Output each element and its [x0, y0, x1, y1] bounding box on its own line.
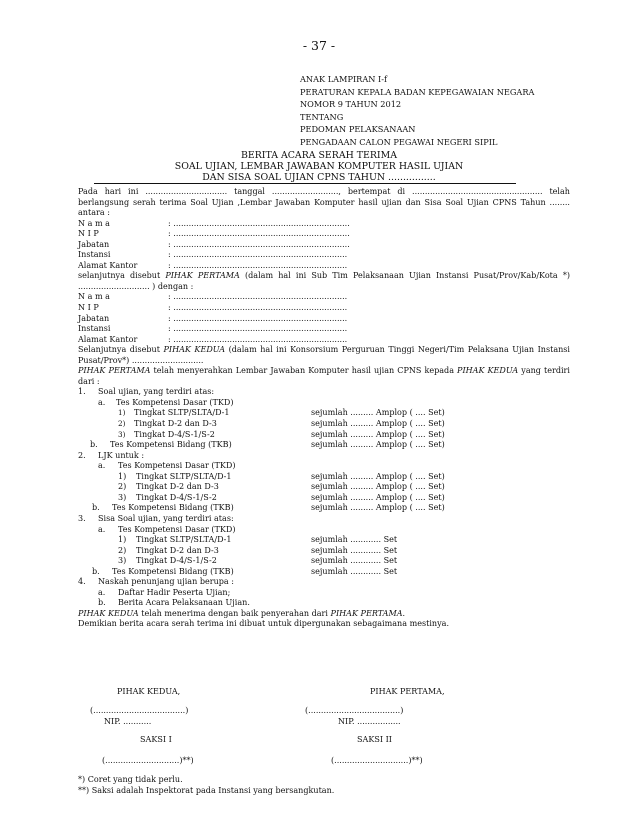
- item-quantity: sejumlah ......... Amplop ( .... Set): [311, 440, 445, 450]
- text-run: (dalam hal ini Sub Tim Pelaksanaan Ujian Instansi Pusat/Prov/Kab/Kota *): [239, 271, 570, 281]
- footnote: **) Saksi adalah Inspektorat pada Instansi yang bersangkutan.: [78, 786, 335, 795]
- item-number: b.: [92, 566, 100, 576]
- item-quantity: sejumlah ............ Set: [311, 535, 398, 545]
- annex-line: TENTANG: [300, 111, 344, 122]
- list-item: [78, 556, 570, 567]
- field-value: : ....................................................................: [168, 303, 348, 313]
- item-number: 1): [118, 471, 127, 481]
- list-item: [78, 451, 570, 462]
- item-text: Tingkat D-2 dan D-3: [136, 482, 219, 492]
- item-number: a.: [98, 524, 106, 534]
- item-number: 2): [118, 545, 127, 555]
- item-text: Tes Kompetensi Dasar (TKD): [118, 461, 236, 471]
- item-text: Daftar Hadir Peserta Ujian;: [118, 587, 231, 597]
- item-text: Naskah penunjang ujian berupa :: [98, 577, 234, 587]
- signatory-left-title: PIHAK KEDUA,: [117, 687, 181, 696]
- item-text: Tingkat D-2 dan D-3: [134, 419, 217, 429]
- item-number: 3): [118, 429, 126, 439]
- annex-line: PENGADAAN CALON PEGAWAI NEGERI SIPIL: [300, 136, 498, 147]
- item-quantity: sejumlah ............ Set: [311, 556, 398, 566]
- item-number: b.: [90, 440, 98, 450]
- signatory-right-nip: NIP. .................: [338, 717, 401, 726]
- text-run: .: [402, 608, 406, 618]
- witness-2-title: SAKSI II: [357, 735, 392, 744]
- list-item: [78, 440, 570, 451]
- field-label: Jabatan: [78, 239, 110, 249]
- witness-1-title: SAKSI I: [140, 735, 172, 744]
- item-text: Tingkat SLTP/SLTA/D-1: [136, 535, 232, 545]
- item-quantity: sejumlah ............ Set: [311, 545, 398, 555]
- title-divider: [94, 183, 516, 184]
- list-item: [78, 408, 570, 419]
- item-quantity: sejumlah ......... Amplop ( .... Set): [311, 503, 445, 513]
- list-item: [78, 398, 570, 409]
- party1-field: [78, 261, 570, 272]
- list-item: [78, 419, 570, 430]
- party2-field: [78, 324, 570, 335]
- item-text: Sisa Soal ujian, yang terdiri atas:: [98, 513, 234, 523]
- document-body: [78, 187, 570, 630]
- handover-statement-cont: dari :: [78, 376, 100, 386]
- signatory-left-name: (....................................): [90, 706, 189, 715]
- list-item: [78, 472, 570, 483]
- list-item: [78, 387, 570, 398]
- field-value: : ....................................................................: [168, 250, 348, 260]
- item-text: Berita Acara Pelaksanaan Ujian.: [118, 598, 250, 608]
- signatory-right-title: PIHAK PERTAMA,: [370, 687, 445, 696]
- list-item: [78, 588, 570, 599]
- signatory-right-name: (....................................): [305, 706, 404, 715]
- list-item: [78, 514, 570, 525]
- party-name: PIHAK KEDUA: [163, 345, 226, 355]
- item-number: 1): [118, 408, 126, 418]
- closing-statement-cont: Demikian berita acara serah terima ini dibuat untuk dipergunakan sebagaimana mestinya.: [78, 619, 450, 629]
- handover-statement: [78, 366, 570, 377]
- item-quantity: sejumlah ......... Amplop ( .... Set): [311, 419, 445, 429]
- party2-field: [78, 314, 570, 325]
- field-label: N a m a: [78, 292, 110, 302]
- party-name: PIHAK PERTAMA: [165, 271, 240, 281]
- item-quantity: sejumlah ......... Amplop ( .... Set): [311, 429, 445, 439]
- field-label: Jabatan: [78, 313, 110, 323]
- field-value: : ....................................................................: [168, 292, 348, 302]
- text-run: telah menyerahkan Lembar Jawaban Komputer hasil ujian CPNS kepada: [150, 366, 458, 376]
- intro-line: berlangsung serah terima Soal Ujian ,Lembar Jawaban Komputer hasil ujian dan Sisa Soal Ujian CPNS Tahun ........: [78, 197, 570, 207]
- item-number: b.: [92, 503, 100, 513]
- field-value: : ....................................................................: [168, 324, 348, 334]
- list-item: [78, 567, 570, 578]
- party1-field: [78, 229, 570, 240]
- field-value: : .....................................................................: [168, 218, 350, 228]
- party-name: PIHAK KEDUA: [78, 608, 139, 618]
- annex-header: [300, 73, 534, 149]
- list-item: [78, 461, 570, 472]
- item-text: Tingkat D-4/S-1/S-2: [136, 492, 217, 502]
- item-text: Soal ujian, yang terdiri atas:: [98, 387, 215, 397]
- item-text: Tes Kompetensi Dasar (TKD): [116, 397, 234, 407]
- list-item: [78, 482, 570, 493]
- party2-field: [78, 292, 570, 303]
- field-value: : ....................................................................: [168, 313, 348, 323]
- title-line: SOAL UJIAN, LEMBAR JAWABAN KOMPUTER HASIL UJIAN: [174, 161, 464, 172]
- field-label: N I P: [78, 303, 99, 313]
- text-run: selanjutnya disebut: [78, 271, 166, 281]
- party2-designation: [78, 345, 570, 356]
- title-line: DAN SISA SOAL UJIAN CPNS TAHUN ................: [202, 172, 436, 183]
- field-value: : ....................................................................: [168, 260, 348, 270]
- item-number: 2): [118, 419, 126, 429]
- annex-line: NOMOR 9 TAHUN 2012: [300, 99, 402, 110]
- field-label: Alamat Kantor: [78, 260, 138, 270]
- signatory-left-nip: NIP. ...........: [104, 717, 152, 726]
- item-number: 3.: [78, 513, 86, 523]
- party2-designation-cont: Pusat/Prov*) ............................: [78, 355, 204, 365]
- text-run: yang terdiri: [518, 366, 570, 376]
- item-quantity: sejumlah ............ Set: [311, 566, 398, 576]
- item-number: 3): [118, 556, 127, 566]
- party1-field: [78, 240, 570, 251]
- item-text: Tingkat D-4/S-1/S-2: [134, 429, 215, 439]
- title-line: BERITA ACARA SERAH TERIMA: [241, 150, 397, 161]
- list-item: [78, 503, 570, 514]
- annex-line: PEDOMAN PELAKSANAAN: [300, 124, 416, 135]
- witness-2-name: (.............................)**): [331, 756, 423, 765]
- item-number: 2.: [78, 450, 86, 460]
- closing-statement: [78, 609, 570, 620]
- item-number: 3): [118, 492, 127, 502]
- list-item: [78, 430, 570, 441]
- field-value: : ....................................................................: [168, 334, 348, 344]
- party1-designation-cont: ............................ ) dengan :: [78, 281, 194, 291]
- item-text: LJK untuk :: [98, 450, 145, 460]
- list-item: [78, 493, 570, 504]
- item-number: 1): [118, 535, 127, 545]
- party1-field: [78, 219, 570, 230]
- item-text: Tingkat D-4/S-1/S-2: [136, 556, 217, 566]
- item-number: a.: [98, 397, 106, 407]
- annex-line: PERATURAN KEPALA BADAN KEPEGAWAIAN NEGARA: [300, 86, 535, 97]
- list-item: [78, 546, 570, 557]
- text-run: (dalam hal ini Konsorsium Perguruan Tinggi Negeri/Tim Pelaksana Ujian Instansi: [225, 345, 570, 355]
- item-text: Tes Kompetensi Bidang (TKB): [112, 503, 234, 513]
- item-quantity: sejumlah ......... Amplop ( .... Set): [311, 471, 445, 481]
- list-item: [78, 598, 570, 609]
- item-number: a.: [98, 587, 106, 597]
- annex-line: ANAK LAMPIRAN I-f: [300, 74, 388, 84]
- party-name: PIHAK KEDUA: [457, 366, 519, 376]
- item-text: Tingkat SLTP/SLTA/D-1: [136, 471, 232, 481]
- field-label: N I P: [78, 229, 99, 239]
- text-run: telah menerima dengan baik penyerahan dari: [138, 608, 331, 618]
- party-name: PIHAK PERTAMA: [330, 608, 403, 618]
- list-item: [78, 525, 570, 536]
- field-value: : .....................................................................: [168, 229, 350, 239]
- field-label: Instansi: [78, 324, 111, 334]
- item-text: Tes Kompetensi Bidang (TKB): [110, 440, 232, 450]
- field-label: Alamat Kantor: [78, 334, 138, 344]
- item-text: Tingkat D-2 dan D-3: [136, 545, 219, 555]
- field-value: : .....................................................................: [168, 239, 350, 249]
- item-quantity: sejumlah ......... Amplop ( .... Set): [311, 492, 445, 502]
- item-number: b.: [98, 598, 106, 608]
- party2-field: [78, 303, 570, 314]
- item-number: 2): [118, 482, 127, 492]
- item-quantity: sejumlah ......... Amplop ( .... Set): [311, 408, 445, 418]
- item-text: Tingkat SLTP/SLTA/D-1: [134, 408, 230, 418]
- item-number: 4.: [78, 577, 86, 587]
- party1-designation: [78, 271, 570, 282]
- party1-field: [78, 250, 570, 261]
- item-number: 1.: [78, 387, 86, 397]
- party2-field: [78, 335, 570, 346]
- intro-line: antara :: [78, 208, 110, 218]
- text-run: Selanjutnya disebut: [78, 345, 164, 355]
- page-number: - 37 -: [302, 38, 336, 53]
- field-label: N a m a: [78, 218, 110, 228]
- intro-line: Pada hari ini ................................ tanggal .........................., bertempat di ................................................... telah: [78, 187, 570, 196]
- party-name: PIHAK PERTAMA: [78, 366, 151, 376]
- list-item: [78, 577, 570, 588]
- item-text: Tes Kompetensi Dasar (TKD): [118, 524, 236, 534]
- list-item: [78, 535, 570, 546]
- witness-1-name: (.............................)**): [102, 756, 194, 765]
- item-quantity: sejumlah ......... Amplop ( .... Set): [311, 482, 445, 492]
- field-label: Instansi: [78, 250, 111, 260]
- document-title: [0, 150, 638, 183]
- footnote: *) Coret yang tidak perlu.: [78, 775, 183, 784]
- item-number: a.: [98, 461, 106, 471]
- item-text: Tes Kompetensi Bidang (TKB): [112, 566, 234, 576]
